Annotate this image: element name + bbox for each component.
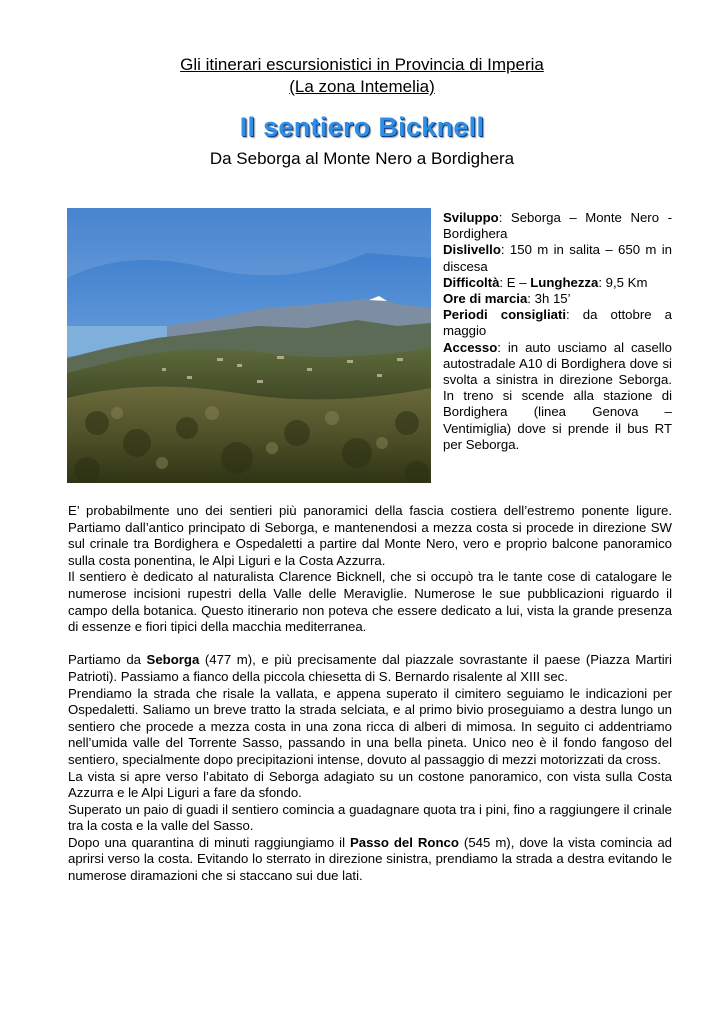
paragraph-ford: Superato un paio di guadi il sentiero comincia a guadagnare quota tra i pini, fino a raggiungere il crinale tra la costa e la valle del Sasso. [68, 801, 672, 834]
ore-value: : 3h 15’ [527, 291, 571, 307]
trail-info-box [443, 210, 672, 453]
header-line-1: Gli itinerari escursionistici in Provincia di Imperia [180, 55, 544, 74]
info-difficolta [443, 275, 672, 291]
lunghezza-label: Lunghezza [530, 274, 599, 290]
accesso-label: Accesso [443, 339, 498, 355]
difficolta-value: : E – [499, 274, 531, 290]
dislivello-value: : 150 m in salita – 650 m in discesa [443, 242, 672, 274]
accesso-value: : in auto usciamo al casello autostradale A10 di Bordighera dove si svolta a sinistra in direzione Seborga. In treno si scende alla stazione di Bordighera (linea Genova – Ventimiglia) dove si prende il bus RT per Seborga. [443, 339, 672, 452]
difficolta-label: Difficoltà [443, 274, 500, 290]
info-accesso [443, 340, 672, 453]
info-sviluppo [443, 210, 672, 242]
paragraph-intro: E’ probabilmente uno dei sentieri più panoramici della fascia costiera dell’estremo ponente ligure. Partiamo dall’antico principato di Seborga, e mantenendosi a mezza costa si procede in direzione SW sul crinale tra Bordighera e Ospedaletti a partire dal Monte Nero, vero e proprio balcone panoramico sulla costa ponentina, le Alpi Liguri e la Costa Azzurra. [68, 503, 672, 568]
p3-post: (477 m), e più precisamente dal piazzale sovrastante il paese (Piazza Martiri Patrioti). Passiamo a fianco della piccola chiesetta di S. Bernardo risalente al XIII sec. [68, 652, 672, 684]
lunghezza-value: : 9,5 Km [598, 274, 648, 290]
info-periodi [443, 307, 672, 339]
header-line-2: (La zona Intemelia) [289, 77, 435, 96]
p7-pre: Dopo una quarantina di minuti raggiungiamo il [68, 834, 351, 850]
info-dislivello [443, 242, 672, 274]
periodi-value: : da ottobre a maggio [443, 307, 672, 339]
article-body [68, 503, 672, 885]
page-subtitle: Da Seborga al Monte Nero a Bordighera [209, 149, 515, 168]
p7-bold: Passo del Ronco [350, 834, 459, 850]
p7-post: (545 m), dove la vista comincia ad aprirsi verso la costa. Evitando lo sterrato in direzione sinistra, prendiamo la strada a destra evitando le numerose diramazioni che si staccano sui due lati. [68, 834, 672, 884]
sviluppo-value: : Seborga – Monte Nero - Bordighera [443, 210, 672, 242]
paragraph-bicknell: Il sentiero è dedicato al naturalista Clarence Bicknell, che si occupò tra le tante cose di catalogare le numerose incisioni rupestri della Valle delle Meraviglie. Numerose le sue pubblicazioni riguardo il campo della botanica. Questo itinerario non poteva che essere dedicato a lui, vista la grande presenza di essenze e fiori tipici della macchia mediterranea. [68, 569, 672, 635]
p3-pre: Partiamo da [68, 652, 147, 668]
sviluppo-label: Sviluppo [443, 210, 499, 225]
paragraph-passo [68, 835, 672, 885]
p3-bold: Seborga [146, 652, 200, 668]
landscape-photo [67, 208, 431, 483]
paragraph-start [68, 652, 672, 685]
page-title: Il sentiero Bicknell [239, 112, 485, 142]
dislivello-label: Dislivello [443, 242, 501, 258]
paragraph-route: Prendiamo la strada che risale la vallata, e appena superato il cimitero seguiamo le indicazioni per Ospedaletti. Saliamo un breve tratto la strada selciata, e al primo bivio proseguiamo a destra lungo un sentiero che procede a mezza costa in una zona ricca di alberi di mimosa. In seguito ci addentriamo nell’umida valle del Torrente Sasso, passando in una bella pineta. Unico neo è il fondo fangoso del sentiero, specialmente dopo precipitazioni intense, dovuto al passaggio di mezzi motorizzati da cross. [68, 685, 672, 767]
paragraph-view: La vista si apre verso l’abitato di Seborga adagiato su un costone panoramico, con vista sulla Costa Azzurra e le Alpi Liguri a fare da sfondo. [68, 768, 672, 801]
ore-label: Ore di marcia [443, 291, 528, 307]
info-ore [443, 291, 672, 307]
periodi-label: Periodi consigliati [443, 307, 567, 323]
